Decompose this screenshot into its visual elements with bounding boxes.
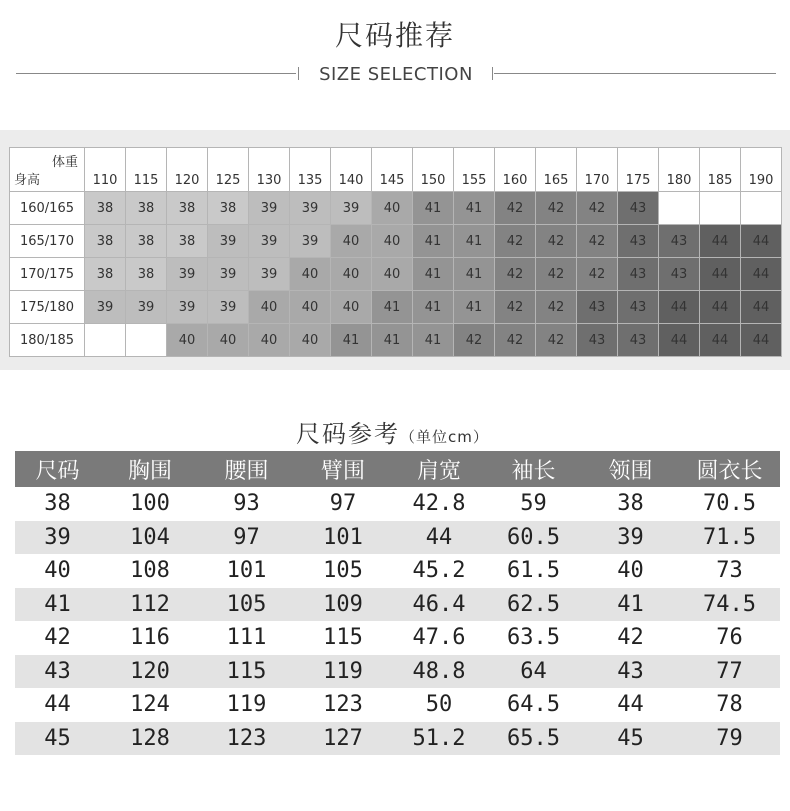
size-cell: 38 [126, 258, 167, 291]
size-cell: 39 [290, 225, 331, 258]
size-cell: 42 [536, 324, 577, 357]
reference-cell: 41 [582, 588, 679, 622]
size-cell: 39 [85, 291, 126, 324]
reference-title-text: 尺码参考 [296, 420, 400, 448]
size-cell: 41 [413, 291, 454, 324]
height-label-cell: 160/165 [10, 192, 85, 225]
size-cell: 42 [454, 324, 495, 357]
size-cell: 44 [741, 225, 782, 258]
size-cell: 43 [659, 258, 700, 291]
reference-cell: 46.4 [393, 588, 485, 622]
reference-row [15, 722, 780, 756]
reference-cell: 63.5 [507, 625, 560, 651]
size-cell: 42 [495, 192, 536, 225]
size-cell: 39 [249, 192, 290, 225]
size-cell: 43 [618, 192, 659, 225]
reference-cell: 65.5 [485, 722, 582, 756]
size-cell: 39 [208, 291, 249, 324]
reference-title [296, 414, 489, 449]
size-cell: 38 [167, 225, 208, 258]
reference-cell: 71.5 [679, 521, 780, 555]
size-cell: 44 [741, 324, 782, 357]
reference-cell: 38 [617, 491, 644, 517]
size-cell: 42 [495, 291, 536, 324]
reference-cell: 105 [200, 588, 293, 622]
size-cell: 41 [454, 225, 495, 258]
weight-header-cell: 145 [372, 148, 413, 192]
size-cell: 42 [495, 324, 536, 357]
size-cell: 38 [85, 225, 126, 258]
reference-cell: 101 [226, 558, 267, 584]
reference-cell: 61.5 [507, 558, 560, 584]
reference-header-cell: 尺码 [15, 451, 100, 487]
size-cell: 39 [167, 291, 208, 324]
size-cell: 40 [167, 324, 208, 357]
page-subtitle: SIZE SELECTION [319, 64, 473, 85]
size-cell: 38 [208, 192, 249, 225]
size-cell: 39 [208, 258, 249, 291]
height-label-cell: 165/170 [10, 225, 85, 258]
size-cell: 41 [413, 258, 454, 291]
size-cell: 41 [413, 192, 454, 225]
reference-cell: 76 [716, 625, 743, 651]
size-cell: 39 [249, 225, 290, 258]
reference-cell: 40 [617, 558, 644, 584]
weight-header-cell: 140 [331, 148, 372, 192]
reference-cell: 93 [233, 491, 260, 517]
size-cell: 40 [208, 324, 249, 357]
weight-header-cell: 110 [85, 148, 126, 192]
reference-cell: 74.5 [679, 588, 780, 622]
reference-cell: 45 [15, 722, 100, 756]
reference-cell: 111 [226, 625, 267, 651]
size-cell: 38 [85, 258, 126, 291]
weight-header-cell: 115 [126, 148, 167, 192]
size-cell: 39 [331, 192, 372, 225]
size-cell: 42 [536, 192, 577, 225]
size-cell: 44 [659, 291, 700, 324]
reference-cell: 41 [15, 588, 100, 622]
size-cell [85, 324, 126, 357]
reference-cell: 45 [582, 722, 679, 756]
reference-header-cell: 领围 [582, 451, 679, 487]
height-label-cell: 170/175 [10, 258, 85, 291]
reference-row [15, 521, 780, 555]
height-row [10, 192, 782, 225]
weight-header-cell: 170 [577, 148, 618, 192]
reference-cell: 115 [200, 655, 293, 689]
size-cell: 38 [85, 192, 126, 225]
reference-cell: 109 [293, 588, 393, 622]
reference-header-cell: 袖长 [485, 451, 582, 487]
reference-cell: 115 [323, 625, 363, 651]
size-cell: 42 [495, 258, 536, 291]
weight-header-row [10, 148, 782, 192]
size-cell: 43 [618, 291, 659, 324]
size-cell: 44 [700, 291, 741, 324]
reference-cell: 97 [200, 521, 293, 555]
size-cell: 41 [454, 291, 495, 324]
size-reference-table [15, 451, 780, 755]
reference-unit: （单位cm） [400, 428, 489, 446]
reference-header-cell: 圆衣长 [679, 451, 780, 487]
reference-cell: 79 [679, 722, 780, 756]
reference-cell: 78 [716, 692, 743, 718]
size-cell: 43 [659, 225, 700, 258]
reference-cell: 70.5 [703, 491, 756, 517]
size-cell: 41 [454, 258, 495, 291]
size-cell: 40 [372, 225, 413, 258]
size-cell: 43 [618, 258, 659, 291]
corner-weight-label: 体重 [51, 155, 78, 170]
reference-cell: 43 [15, 655, 100, 689]
subtitle-row [16, 62, 776, 88]
reference-cell: 50 [425, 692, 453, 718]
reference-cell: 48.8 [393, 655, 485, 689]
size-cell: 41 [372, 291, 413, 324]
weight-header-cell: 180 [659, 148, 700, 192]
size-cell: 38 [167, 192, 208, 225]
size-cell: 38 [126, 225, 167, 258]
size-cell: 43 [618, 225, 659, 258]
reference-cell: 42 [44, 625, 71, 651]
weight-header-cell: 160 [495, 148, 536, 192]
divider-tick-right [492, 67, 493, 80]
size-cell [126, 324, 167, 357]
reference-cell: 44 [393, 521, 485, 555]
size-cell: 43 [577, 291, 618, 324]
height-label-cell: 180/185 [10, 324, 85, 357]
size-cell: 41 [413, 225, 454, 258]
reference-cell: 124 [130, 692, 170, 718]
reference-cell: 45.2 [412, 558, 466, 584]
size-cell: 44 [741, 258, 782, 291]
size-cell: 39 [126, 291, 167, 324]
reference-cell: 42 [617, 625, 644, 651]
reference-cell: 44 [44, 692, 71, 718]
divider-right [494, 73, 776, 74]
size-recommendation-table [9, 147, 782, 357]
corner-cell [10, 148, 85, 192]
height-label-cell: 175/180 [10, 291, 85, 324]
height-row [10, 324, 782, 357]
reference-cell: 42.8 [412, 491, 466, 517]
reference-cell: 108 [130, 558, 170, 584]
reference-cell: 39 [15, 521, 100, 555]
weight-header-cell: 165 [536, 148, 577, 192]
weight-header-cell: 155 [454, 148, 495, 192]
size-cell: 42 [577, 192, 618, 225]
reference-header-cell: 腰围 [200, 451, 293, 487]
weight-header-cell: 175 [618, 148, 659, 192]
size-cell: 40 [290, 324, 331, 357]
reference-cell: 119 [226, 692, 267, 718]
size-cell: 38 [126, 192, 167, 225]
size-cell [659, 192, 700, 225]
size-cell: 40 [290, 291, 331, 324]
reference-cell: 105 [323, 558, 363, 584]
reference-row [15, 487, 780, 521]
size-cell: 40 [331, 258, 372, 291]
reference-cell: 47.6 [412, 625, 466, 651]
weight-header-cell: 125 [208, 148, 249, 192]
reference-cell: 43 [582, 655, 679, 689]
reference-cell: 38 [44, 491, 71, 517]
reference-row [15, 655, 780, 689]
reference-cell: 40 [44, 558, 71, 584]
reference-cell: 60.5 [485, 521, 582, 555]
page-title: 尺码推荐 [334, 19, 455, 52]
size-cell: 39 [208, 225, 249, 258]
reference-row [15, 688, 780, 722]
size-cell: 42 [577, 258, 618, 291]
size-cell: 43 [618, 324, 659, 357]
size-cell [741, 192, 782, 225]
size-cell: 44 [700, 258, 741, 291]
size-cell: 44 [659, 324, 700, 357]
size-cell: 40 [372, 192, 413, 225]
reference-cell: 101 [293, 521, 393, 555]
height-row [10, 291, 782, 324]
reference-row [15, 588, 780, 622]
size-cell: 42 [577, 225, 618, 258]
weight-header-cell: 190 [741, 148, 782, 192]
weight-header-cell: 150 [413, 148, 454, 192]
reference-header-cell: 臂围 [293, 451, 393, 487]
reference-cell: 51.2 [393, 722, 485, 756]
size-cell: 42 [536, 258, 577, 291]
size-cell: 41 [331, 324, 372, 357]
reference-cell: 77 [679, 655, 780, 689]
weight-header-cell: 135 [290, 148, 331, 192]
size-cell: 40 [290, 258, 331, 291]
size-cell: 40 [331, 291, 372, 324]
size-cell: 41 [372, 324, 413, 357]
reference-cell: 64.5 [507, 692, 560, 718]
size-cell: 43 [577, 324, 618, 357]
height-row [10, 225, 782, 258]
size-cell: 42 [536, 225, 577, 258]
reference-cell: 120 [100, 655, 200, 689]
reference-header-cell: 胸围 [100, 451, 200, 487]
reference-cell: 119 [293, 655, 393, 689]
size-cell: 44 [700, 324, 741, 357]
reference-cell: 44 [617, 692, 644, 718]
weight-header-cell: 120 [167, 148, 208, 192]
reference-cell: 104 [100, 521, 200, 555]
size-cell: 40 [372, 258, 413, 291]
reference-cell: 100 [130, 491, 170, 517]
reference-cell: 59 [520, 491, 547, 517]
reference-cell: 64 [485, 655, 582, 689]
size-cell: 40 [249, 291, 290, 324]
reference-row [15, 621, 780, 655]
size-cell: 42 [536, 291, 577, 324]
reference-cell: 123 [200, 722, 293, 756]
size-cell: 41 [413, 324, 454, 357]
size-cell: 39 [167, 258, 208, 291]
reference-row [15, 554, 780, 588]
reference-cell: 39 [582, 521, 679, 555]
size-cell: 44 [741, 291, 782, 324]
size-cell: 44 [700, 225, 741, 258]
reference-cell: 127 [293, 722, 393, 756]
reference-cell: 62.5 [485, 588, 582, 622]
height-row [10, 258, 782, 291]
reference-cell: 112 [100, 588, 200, 622]
weight-header-cell: 130 [249, 148, 290, 192]
reference-cell: 97 [329, 491, 357, 517]
weight-header-cell: 185 [700, 148, 741, 192]
size-cell: 41 [454, 192, 495, 225]
reference-header-cell: 肩宽 [393, 451, 485, 487]
divider-left [16, 73, 296, 74]
corner-height-label: 身高 [14, 173, 41, 188]
size-cell: 39 [249, 258, 290, 291]
size-cell [700, 192, 741, 225]
reference-header-row [15, 451, 780, 487]
size-cell: 40 [331, 225, 372, 258]
size-cell: 39 [290, 192, 331, 225]
divider-tick-left [298, 67, 299, 80]
size-cell: 40 [249, 324, 290, 357]
reference-cell: 128 [100, 722, 200, 756]
reference-cell: 116 [130, 625, 170, 651]
reference-cell: 123 [323, 692, 363, 718]
reference-cell: 73 [716, 558, 743, 584]
size-cell: 42 [495, 225, 536, 258]
